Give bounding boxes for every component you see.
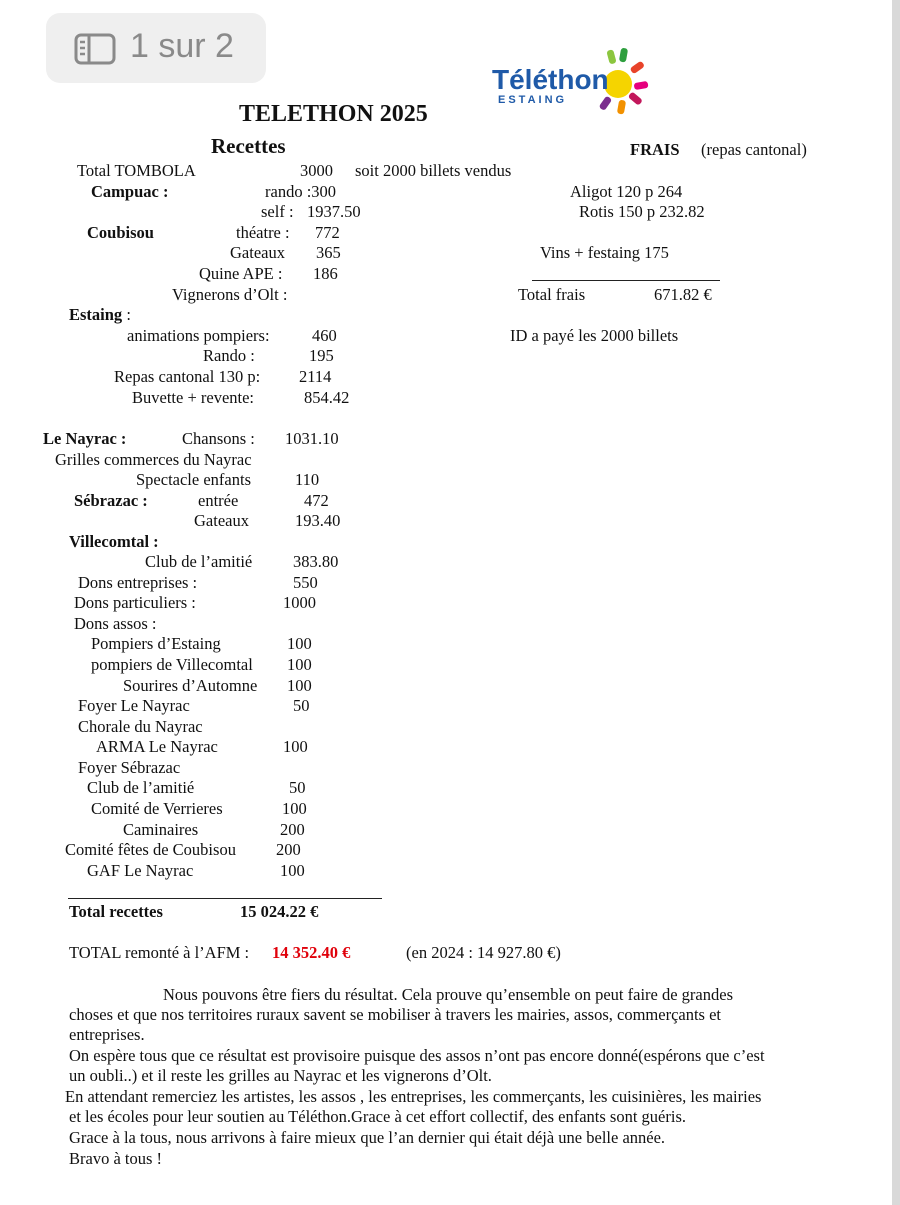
asso-label: pompiers de Villecomtal <box>91 655 253 674</box>
page-indicator-label: 1 sur 2 <box>130 27 234 65</box>
afm-label: TOTAL remonté à l’AFM : <box>69 943 250 962</box>
sebrazac-entree-value: 472 <box>304 491 329 510</box>
tombola-label: Total TOMBOLA <box>77 161 196 180</box>
nayrac-chansons-value: 1031.10 <box>285 429 339 448</box>
asso-label: Foyer Sébrazac <box>78 758 181 777</box>
campuac-self-value: 1937.50 <box>307 202 361 221</box>
asso-value: 50 <box>289 778 306 797</box>
dons-particuliers-label: Dons particuliers : <box>74 593 196 612</box>
asso-value: 100 <box>282 799 307 818</box>
coubisou-vignerons-label: Vignerons d’Olt : <box>172 285 288 304</box>
frais-aligot: Aligot 120 p 264 <box>570 182 683 201</box>
message-line: Nous pouvons être fiers du résultat. Cela prouve qu’ensemble on peut faire de grandes <box>163 985 733 1004</box>
asso-value: 200 <box>280 820 305 839</box>
afm-value: 14 352.40 € <box>272 943 351 962</box>
tombola-note: soit 2000 billets vendus <box>355 161 512 180</box>
coubisou-gateaux-label: Gateaux <box>230 243 285 262</box>
asso-label: Caminaires <box>123 820 199 839</box>
recettes-heading: Recettes <box>211 134 286 158</box>
sebrazac-gateaux-value: 193.40 <box>295 511 341 530</box>
frais-total-value: 671.82 € <box>654 285 712 304</box>
nayrac-grilles-label: Grilles commerces du Nayrac <box>55 450 252 469</box>
message-line: un oubli..) et il reste les grilles au Nayrac et les vignerons d’Olt. <box>69 1066 492 1085</box>
asso-value: 100 <box>287 634 312 653</box>
campuac-self-label: self : <box>261 202 294 221</box>
dons-particuliers-value: 1000 <box>283 593 316 612</box>
message-line: En attendant remerciez les artistes, les assos , les entreprises, les commerçants, les cuisinières, les mairies <box>65 1087 762 1106</box>
asso-label: Chorale du Nayrac <box>78 717 203 736</box>
estaing-rando-value: 195 <box>309 346 334 365</box>
coubisou-theatre-value: 772 <box>315 223 340 242</box>
frais-vins: Vins + festaing 175 <box>540 243 669 262</box>
dons-entreprises-label: Dons entreprises : <box>78 573 198 592</box>
villecomtal-club-value: 383.80 <box>293 552 339 571</box>
asso-label: Comité fêtes de Coubisou <box>65 840 236 859</box>
coubisou-theatre-label: théatre : <box>236 223 290 242</box>
frais-heading: FRAIS <box>630 140 680 159</box>
estaing-buvette-value: 854.42 <box>304 388 350 407</box>
asso-value: 200 <box>276 840 301 859</box>
message-line: Grace à la tous, nous arrivons à faire mieux que l’an dernier qui était déjà une belle année. <box>69 1128 666 1147</box>
nayrac-chansons-label <box>182 429 255 449</box>
estaing-repas-value: 2114 <box>299 367 332 386</box>
dons-entreprises-value: 550 <box>293 573 318 592</box>
coubisou-quine-label: Quine APE : <box>199 264 283 283</box>
estaing-label: Estaing <box>69 305 123 324</box>
frais-divider <box>532 280 720 281</box>
asso-label: GAF Le Nayrac <box>87 861 194 880</box>
message-line: entreprises. <box>69 1025 145 1044</box>
asso-value: 100 <box>287 655 312 674</box>
asso-label: Club de l’amitié <box>87 778 195 797</box>
message-line: On espère tous que ce résultat est provisoire puisque des assos n’ont pas encore donné(espérons que c’est <box>69 1046 765 1065</box>
page-edge <box>892 0 900 1205</box>
frais-total-label: Total frais <box>518 285 586 304</box>
frais-subheading: (repas cantonal) <box>701 140 807 159</box>
coubisou-quine-value: 186 <box>313 264 338 283</box>
tombola-value: 3000 <box>300 161 333 180</box>
sebrazac-entree-label: entrée <box>198 491 239 510</box>
asso-label: Pompiers d’Estaing <box>91 634 221 653</box>
villecomtal-label: Villecomtal : <box>69 532 159 551</box>
frais-note: ID a payé les 2000 billets <box>510 326 679 345</box>
asso-label: Foyer Le Nayrac <box>78 696 190 715</box>
message-line: et les écoles pour leur soutien au Téléthon.Grace à cet effort collectif, des enfants sont guéris. <box>69 1107 686 1126</box>
estaing-buvette-label: Buvette + revente: <box>132 388 255 407</box>
logo-word: Téléthon <box>492 64 609 95</box>
asso-label: Sourires d’Automne <box>123 676 258 695</box>
telethon-logo <box>490 46 660 118</box>
campuac-label: Campuac : <box>91 182 169 201</box>
nayrac-spectacle-value: 110 <box>295 470 320 489</box>
estaing-colon: : <box>122 305 131 324</box>
asso-value: 100 <box>283 737 308 756</box>
afm-previous: (en 2024 : 14 927.80 €) <box>406 943 561 962</box>
nayrac-chansons-text: Chansons : <box>182 429 255 448</box>
recettes-divider <box>68 898 382 899</box>
document-title: TELETHON 2025 <box>239 101 428 127</box>
sidebar-icon <box>74 33 116 65</box>
page-indicator[interactable] <box>46 13 266 83</box>
asso-value: 50 <box>293 696 310 715</box>
total-recettes-value: 15 024.22 € <box>240 902 319 921</box>
sebrazac-gateaux-label: Gateaux <box>194 511 249 530</box>
nayrac-spectacle-label: Spectacle enfants <box>136 470 251 489</box>
estaing-heading <box>69 305 131 325</box>
asso-value: 100 <box>280 861 305 880</box>
estaing-pompiers-label: animations pompiers: <box>127 326 270 345</box>
coubisou-gateaux-value: 365 <box>316 243 341 262</box>
nayrac-label: Le Nayrac : <box>43 429 127 448</box>
asso-label: Comité de Verrieres <box>91 799 223 818</box>
message-line: Bravo à tous ! <box>69 1149 163 1168</box>
estaing-rando-label: Rando : <box>203 346 255 365</box>
campuac-rando: rando :300 <box>265 182 337 201</box>
asso-value: 100 <box>287 676 312 695</box>
estaing-repas-label: Repas cantonal 130 p: <box>114 367 261 386</box>
logo-place: ESTAING <box>498 94 568 106</box>
asso-label: ARMA Le Nayrac <box>96 737 218 756</box>
villecomtal-club-label: Club de l’amitié <box>145 552 253 571</box>
sebrazac-label: Sébrazac : <box>74 491 148 510</box>
estaing-pompiers-value: 460 <box>312 326 337 345</box>
coubisou-label: Coubisou <box>87 223 154 242</box>
total-recettes-label: Total recettes <box>69 902 163 921</box>
dons-assos-label: Dons assos : <box>74 614 157 633</box>
frais-rotis: Rotis 150 p 232.82 <box>579 202 705 221</box>
message-line: choses et que nos territoires ruraux savent se mobiliser à travers les mairies, assos, commerçants et <box>69 1005 722 1024</box>
